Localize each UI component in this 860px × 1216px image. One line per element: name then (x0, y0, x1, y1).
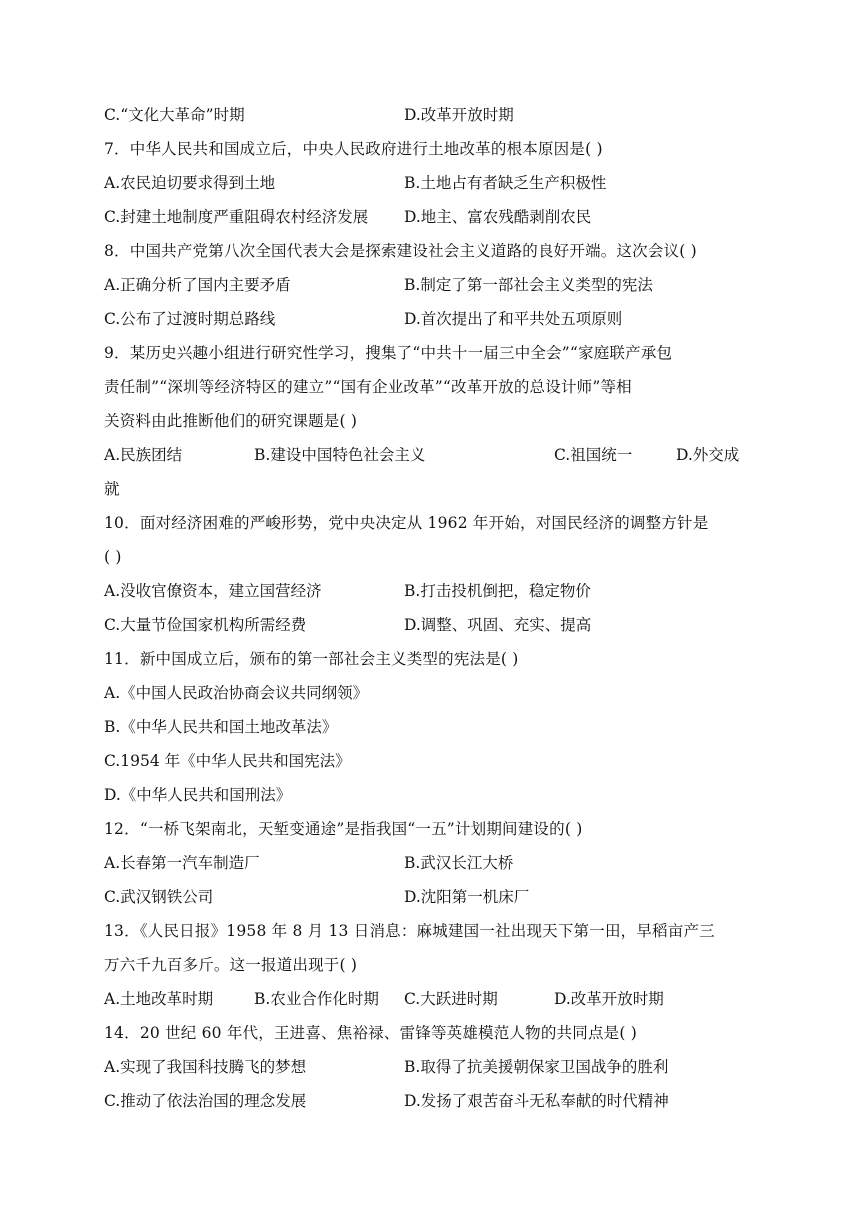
question-12-option-a: A.长春第一汽车制造厂 (104, 854, 260, 872)
question-14-stem: 14．20 世纪 60 年代，王进喜、焦裕禄、雷锋等英雄模范人物的共同点是( ) (104, 1024, 637, 1042)
question-10-stem-line-2: ( ) (104, 548, 122, 566)
question-13-option-b: B.农业合作化时期 (254, 990, 379, 1008)
question-13-stem-line-1: 13．《人民日报》1958 年 8 月 13 日消息：麻城建国一社出现天下第一田，早稻亩产三 (104, 922, 715, 940)
question-10-option-a: A.没收官僚资本，建立国营经济 (104, 582, 322, 600)
question-8-option-d: D.首次提出了和平共处五项原则 (404, 310, 623, 328)
question-14-option-d: D.发扬了艰苦奋斗无私奉献的时代精神 (404, 1092, 669, 1110)
question-11-option-b: B.《中华人民共和国土地改革法》 (104, 718, 338, 736)
question-8-option-c: C.公布了过渡时期总路线 (104, 310, 276, 328)
question-7-option-c: C.封建土地制度严重阻碍农村经济发展 (104, 208, 369, 226)
question-10-stem-line-1: 10．面对经济困难的严峻形势，党中央决定从 1962 年开始，对国民经济的调整方针是 (104, 514, 709, 532)
question-9-stem-line-3: 关资料由此推断他们的研究课题是( ) (104, 412, 358, 430)
question-7-stem: 7．中华人民共和国成立后，中央人民政府进行土地改革的根本原因是( ) (104, 140, 603, 158)
question-8-option-b: B.制定了第一部社会主义类型的宪法 (404, 276, 653, 294)
question-12-option-b: B.武汉长江大桥 (404, 854, 514, 872)
question-10-option-c: C.大量节俭国家机构所需经费 (104, 616, 307, 634)
question-11-option-d: D.《中华人民共和国刑法》 (104, 786, 292, 804)
question-13-option-c: C.大跃进时期 (404, 990, 498, 1008)
question-12-option-d: D.沈阳第一机床厂 (404, 888, 530, 906)
question-14-option-c: C.推动了依法治国的理念发展 (104, 1092, 307, 1110)
question-12-option-c: C.武汉钢铁公司 (104, 888, 214, 906)
question-7-option-a: A.农民迫切要求得到土地 (104, 174, 276, 192)
question-11-option-c: C.1954 年《中华人民共和国宪法》 (104, 752, 351, 770)
question-9-stem-line-2: 责任制”“深圳等经济特区的建立”“国有企业改革”“改革开放的总设计师”等相 (104, 378, 632, 396)
question-9-option-c: C.祖国统一 (554, 446, 633, 464)
question-13-stem-line-2: 万六千九百多斤。这一报道出现于( ) (104, 956, 358, 974)
prev-option-c: C.“文化大革命”时期 (104, 106, 245, 124)
prev-option-d: D.改革开放时期 (404, 106, 514, 124)
question-14-option-a: A.实现了我国科技腾飞的梦想 (104, 1058, 307, 1076)
question-7-option-d: D.地主、富农残酷剥削农民 (404, 208, 592, 226)
question-13-option-d: D.改革开放时期 (554, 990, 664, 1008)
question-14-option-b: B.取得了抗美援朝保家卫国战争的胜利 (404, 1058, 669, 1076)
question-8-stem: 8．中国共产党第八次全国代表大会是探索建设社会主义道路的良好开端。这次会议( ) (104, 242, 697, 260)
question-10-option-d: D.调整、巩固、充实、提高 (404, 616, 592, 634)
question-11-option-a: A.《中国人民政治协商会议共同纲领》 (104, 684, 369, 702)
question-7-option-b: B.土地占有者缺乏生产积极性 (404, 174, 607, 192)
question-11-stem: 11．新中国成立后，颁布的第一部社会主义类型的宪法是( ) (104, 650, 519, 668)
question-10-option-b: B.打击投机倒把，稳定物价 (404, 582, 591, 600)
question-9-stem-line-1: 9．某历史兴趣小组进行研究性学习，搜集了“中共十一届三中全会”“家庭联产承包 (104, 344, 673, 362)
question-9-option-d-wrap: 就 (104, 480, 120, 498)
question-9-option-a: A.民族团结 (104, 446, 183, 464)
question-8-option-a: A.正确分析了国内主要矛盾 (104, 276, 291, 294)
question-13-option-a: A.土地改革时期 (104, 990, 214, 1008)
question-12-stem: 12．“一桥飞架南北，天堑变通途”是指我国“一五”计划期间建设的( ) (104, 820, 583, 838)
question-9-option-b: B.建设中国特色社会主义 (254, 446, 426, 464)
question-9-option-d: D.外交成 (676, 446, 740, 464)
